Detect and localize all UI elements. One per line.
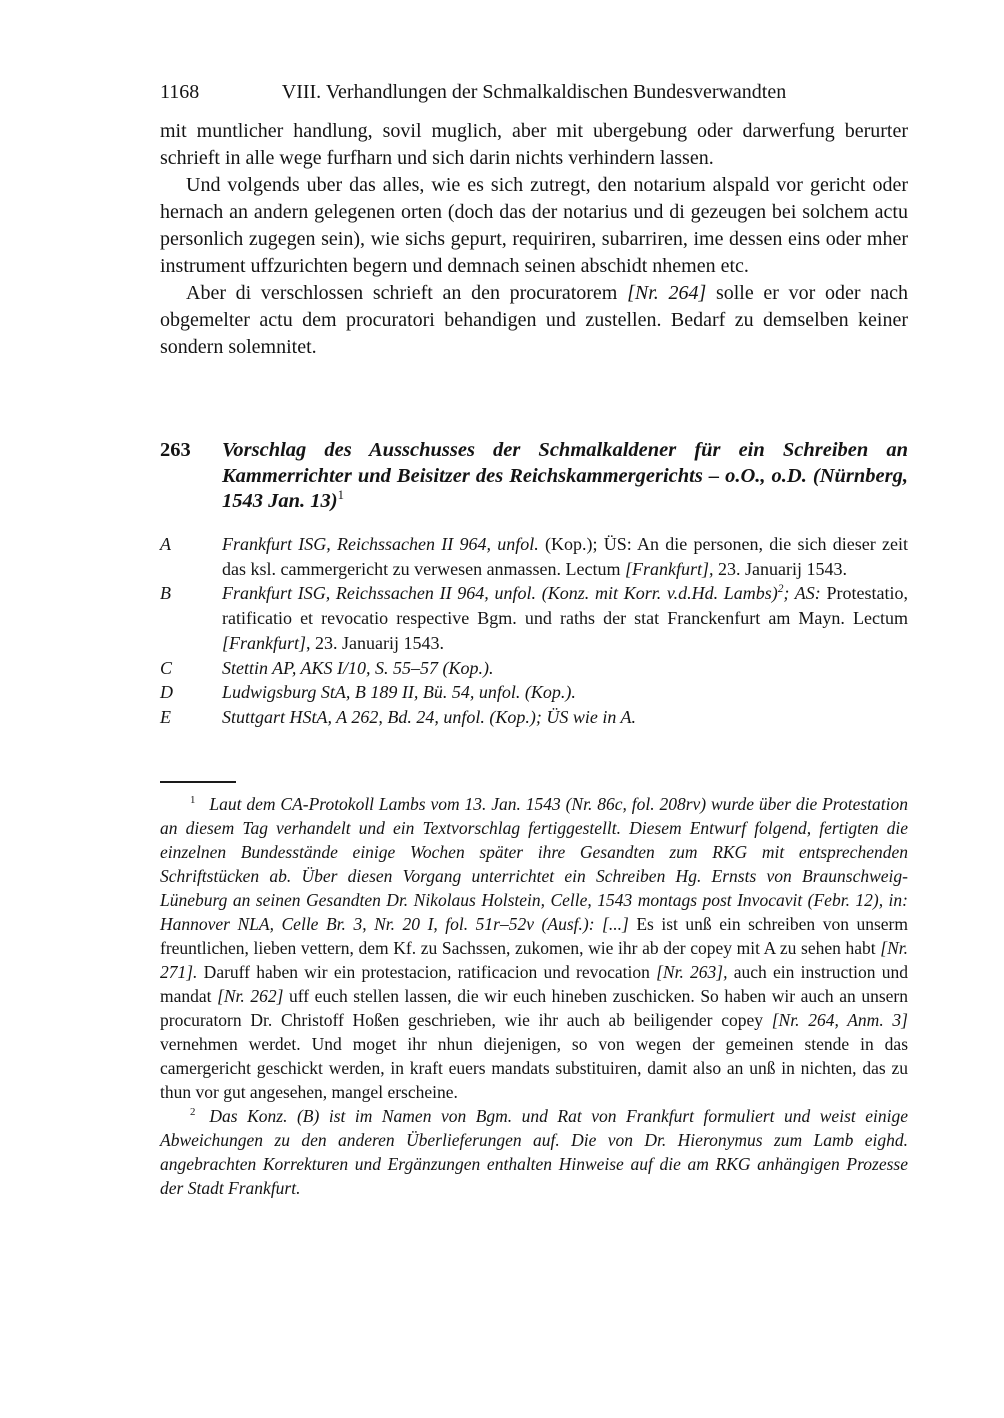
body-paragraph: mit muntlicher handlung, sovil muglich, aber mit ubergebung oder darwerfung berurter schrieft in alle wege furfharn und sich darin nichts verhindern lassen. bbox=[160, 120, 908, 169]
apparatus-entry bbox=[160, 581, 908, 655]
apparatus-text: Ludwigsburg StA, B 189 II, Bü. 54, unfol. (Kop.). bbox=[222, 682, 576, 703]
footnote bbox=[160, 792, 908, 1104]
body-paragraph: Und volgends uber das alles, wie es sich zutregt, den notarium alspald vor gericht oder hernach an andern gelegenen orten (doch das der notarius und di gezeugen bei solchem actu personlich zugegen sein), wie sichs gepurt, requiriren, subarriren, ime dessen eins oder mher instrument uffzurichten begern und demnach seinen abschidt nhemen etc. bbox=[160, 174, 908, 277]
document-heading bbox=[160, 438, 908, 515]
apparatus-text: Frankfurt ISG, Reichssachen II 964, unfol. (Kop.); ÜS: An die personen, die sich dieser zeit das ksl. cammergericht zu verwesen anmassen. Lectum [Frankfurt], 23. Januarij 1543. bbox=[222, 534, 908, 579]
apparatus-text: Stuttgart HStA, A 262, Bd. 24, unfol. (Kop.); ÜS wie in A. bbox=[222, 706, 636, 727]
page-number: 1168 bbox=[160, 81, 200, 103]
apparatus-label: D bbox=[160, 682, 173, 703]
apparatus-text: Stettin AP, AKS I/10, S. 55–57 (Kop.). bbox=[222, 657, 494, 678]
footnote-marker: 1 bbox=[190, 794, 196, 807]
footnote-marker: 2 bbox=[190, 1106, 196, 1119]
body-paragraph: Aber di verschlossen schrieft an den procuratorem [Nr. 264] solle er vor oder nach obgemelter actu dem procuratori behandigen und zustellen. Bedarf zu demselben keiner sondern solemnitet. bbox=[160, 282, 908, 358]
document-number: 263 bbox=[160, 439, 191, 461]
apparatus-entry bbox=[160, 532, 908, 581]
main-text bbox=[160, 118, 908, 361]
footnote-text: Das Konz. (B) ist im Namen von Bgm. und Rat von Frankfurt formuliert und weist einige Abweichungen zu den anderen Überlieferungen auf. Die von Dr. Hieronymus zum Lamb eighd. angebrachten Korrekturen und Ergänzungen enthalten Hinweise auf die am RKG anhängigen Prozesse der Stadt Frankfurt. bbox=[160, 1106, 908, 1198]
apparatus-entry bbox=[160, 680, 908, 705]
document-title: Vorschlag des Ausschusses der Schmalkaldener für ein Schreiben an Kammerrichter und Beisitzer des Reichskammergerichts – o.O., o.D. (Nürnberg, 1543 Jan. 13)$^1$ bbox=[222, 439, 908, 512]
apparatus-text: Frankfurt ISG, Reichssachen II 964, unfol. (Konz. mit Korr. v.d.Hd. Lambs)$^2$; AS: Protestatio, ratificatio et revocatio respective Bgm. und raths der stat Franckenfurt am Mayn. Lectum [Frankfurt], 23. Januarij 1543. bbox=[222, 583, 908, 653]
apparatus-label: E bbox=[160, 706, 171, 727]
source-apparatus bbox=[160, 532, 908, 730]
apparatus-label: B bbox=[160, 583, 171, 604]
footnote-separator bbox=[160, 781, 236, 783]
running-title: VIII. Verhandlungen der Schmalkaldischen Bundesverwandten bbox=[281, 81, 787, 103]
footnote bbox=[160, 1104, 908, 1200]
apparatus-label: C bbox=[160, 657, 173, 678]
apparatus-entry bbox=[160, 705, 908, 730]
apparatus-label: A bbox=[160, 534, 171, 554]
footnote-text: Laut dem CA-Protokoll Lambs vom 13. Jan. 1543 (Nr. 86c, fol. 208rv) wurde über die Protestation an diesem Tag verhandelt und ein Textvorschlag fertiggestellt. Diesem Entwurf folgend, fertigten die einzelnen Bundesstände einige Wochen später ihre Gesandten zum RKG mit entsprechenden Schriftstücken ab. Über diesen Vorgang unterrichtet ein Schreiben Hg. Ernsts von Braunschweig-Lüneburg an seinen Gesandten Dr. Nikolaus Holstein, Celle, 1543 montags post Invocavit (Febr. 12), in: Hannover NLA, Celle Br. 3, Nr. 20 I, fol. 51r–52v (Ausf.): [...] Es ist unß ein schreiben von unserm freuntlichen, lieben vettern, dem Kf. zu Sachssen, zukomen, wie ihr ab der copey mit A zu sehen habt [Nr. 271]. Daruff haben wir ein protestacion, ratificacion und revocation [Nr. 263], auch ein instruction und mandat [Nr. 262] uff euch stellen lassen, die wir euch hineben zuschicken. So haben wir auch an unsern procuratorn Dr. Christoff Hoßen geschrieben, wie ihr auch ab beiligender copey [Nr. 264, Anm. 3] vernehmen werdet. Und moget ihr nhun diejenigen, so von wegen der gemeinen stende in das camergericht geschickt werden, in kraft euers mandats substituiren, damit also an unß in nichten, das zu thun vor gut angesehen, mangel erscheine. bbox=[160, 794, 908, 1102]
running-header bbox=[160, 80, 908, 104]
footnotes bbox=[160, 792, 908, 1200]
apparatus-entry bbox=[160, 656, 908, 681]
